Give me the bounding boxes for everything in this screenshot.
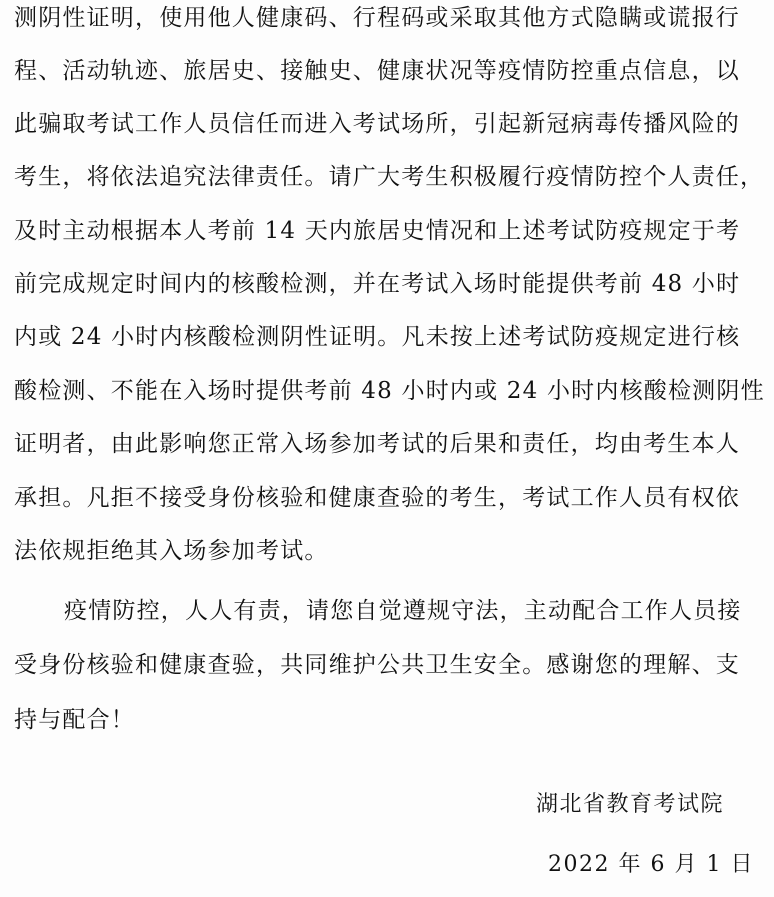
paragraph-2-line-2: 受身份核验和健康查验，共同维护公共卫生安全。感谢您的理解、支	[14, 652, 740, 678]
paragraph-1-line-1: 测阴性证明，使用他人健康码、行程码或采取其他方式隐瞒或谎报行	[14, 5, 740, 31]
paragraph-2-line-1: 疫情防控，人人有责，请您自觉遵规守法，主动配合工作人员接	[64, 598, 742, 624]
paragraph-2-line-3: 持与配合！	[14, 707, 135, 733]
paragraph-1-line-5: 及时主动根据本人考前 14 天内旅居史情况和上述考试防疫规定于考	[14, 218, 741, 244]
paragraph-1-line-9: 证明者，由此影响您正常入场参加考试的后果和责任，均由考生本人	[14, 431, 740, 457]
paragraph-1-line-8: 酸检测、不能在入场时提供考前 48 小时内或 24 小时内核酸检测阴性	[14, 378, 765, 404]
paragraph-1-line-10: 承担。凡拒不接受身份核验和健康查验的考生，考试工作人员有权依	[14, 485, 740, 511]
paragraph-1-line-4: 考生，将依法追究法律责任。请广大考生积极履行疫情防控个人责任，	[14, 164, 765, 190]
paragraph-1-line-2: 程、活动轨迹、旅居史、接触史、健康状况等疫情防控重点信息，以	[14, 58, 740, 84]
paragraph-1-line-6: 前完成规定时间内的核酸检测，并在考试入场时能提供考前 48 小时	[14, 271, 741, 297]
paragraph-1-line-11: 法依规拒绝其入场参加考试。	[14, 538, 329, 564]
signature-date: 2022 年 6 月 1 日	[548, 852, 754, 877]
paragraph-1-line-7: 内或 24 小时内核酸检测阴性证明。凡未按上述考试防疫规定进行核	[14, 324, 741, 350]
signature-organization: 湖北省教育考试院	[536, 792, 725, 817]
paragraph-1-line-3: 此骗取考试工作人员信任而进入考试场所，引起新冠病毒传播风险的	[14, 111, 740, 137]
